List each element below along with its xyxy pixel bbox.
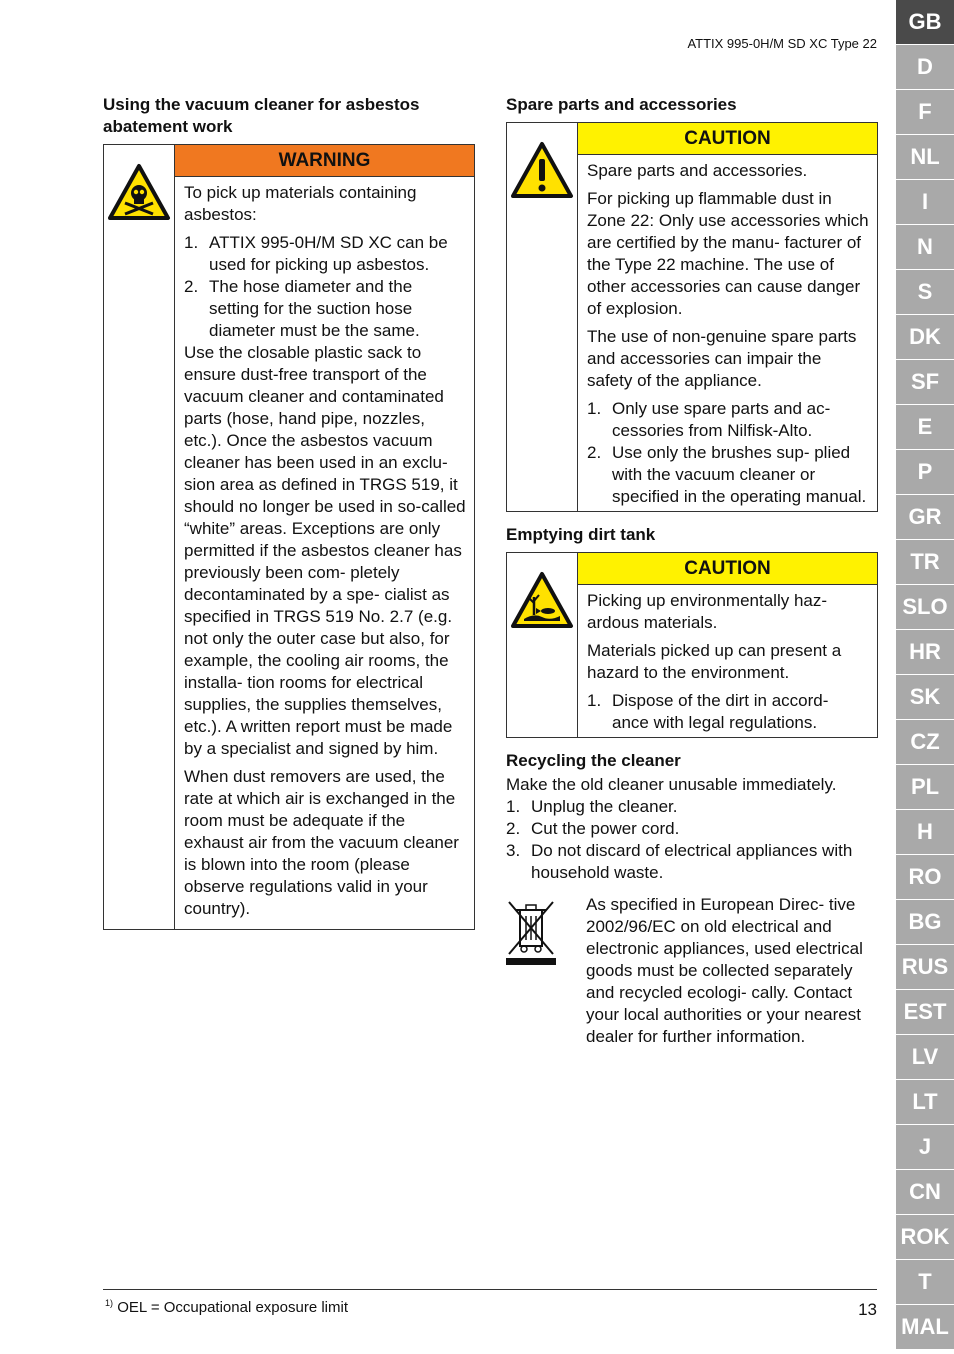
- language-tab-dk[interactable]: DK: [896, 315, 954, 359]
- list-item: 1. ATTIX 995-0H/M SD XC can be used for picking up asbestos.: [184, 233, 448, 274]
- list-item: 3. Do not discard of electrical appliances with household waste.: [506, 841, 853, 882]
- spare-paragraph-2: For picking up flammable dust in Zone 22: Only use accessories which are certified by the manu- facturer of the Type 22 machine. The use of other accessories can cause danger of explosion.: [587, 189, 869, 318]
- caution-icon-cell: [507, 123, 578, 511]
- language-tab-bg[interactable]: BG: [896, 900, 954, 944]
- emptying-paragraph-1: Picking up environmentally haz- ardous materials.: [587, 591, 828, 632]
- spare-caution-box: [506, 122, 878, 512]
- asbestos-heading: Using the vacuum cleaner for asbestos abatement work: [103, 95, 420, 136]
- language-tab-rok[interactable]: ROK: [896, 1215, 954, 1259]
- language-tab-t[interactable]: T: [896, 1260, 954, 1304]
- language-tab-nl[interactable]: NL: [896, 135, 954, 179]
- list-item: 2. Cut the power cord.: [506, 819, 680, 838]
- language-tab-i[interactable]: I: [896, 180, 954, 224]
- language-tab-d[interactable]: D: [896, 45, 954, 89]
- language-tab-lv[interactable]: LV: [896, 1035, 954, 1079]
- footer-divider: [103, 1289, 877, 1290]
- caution-label: CAUTION: [578, 123, 877, 155]
- language-tab-j[interactable]: J: [896, 1125, 954, 1169]
- language-tab-tr[interactable]: TR: [896, 540, 954, 584]
- spare-paragraph-3: The use of non-genuine spare parts and accessories can impair the safety of the appliance.: [587, 327, 857, 390]
- language-tab-slo[interactable]: SLO: [896, 585, 954, 629]
- language-tab-e[interactable]: E: [896, 405, 954, 449]
- spare-paragraph-1: Spare parts and accessories.: [587, 161, 808, 180]
- warning-icon-cell: [104, 145, 175, 929]
- recycling-intro: Make the old cleaner unusable immediately.: [506, 775, 837, 794]
- list-item: 2. The hose diameter and the setting for the suction hose diameter must be the same.: [184, 277, 420, 340]
- crossed-bin-icon: [506, 896, 556, 966]
- language-tab-mal[interactable]: MAL: [896, 1305, 954, 1349]
- language-tab-n[interactable]: N: [896, 225, 954, 269]
- recycling-note: As specified in European Direc- tive 2002/96/EC on old electrical and electronic appliances, used electrical goods must be collected separately and recycled ecologi- cally. Contact your local authorities or your nearest dealer for further information.: [586, 895, 863, 1046]
- warning-paragraph-1: Use the closable plastic sack to ensure dust-free transport of the vacuum cleaner and contaminated parts (hose, hand pipe, nozzles, etc.). Once the asbestos vacuum cleaner has been used in an exclu- sion area as defined in TRGS 519, it should no longer be used in so-called “white” areas. Exceptions are only permitted if the asbestos cleaner has previously been com- pletely decontaminated by a spe- cialist as specified in TRGS 519 No. 2.7 (e.g. not only the outer case but also, for example, the cooling air rooms, the installa- tion rooms for electrical supplies, the supplies themselves, etc.). A written report must be made by a specialist and signed by him.: [184, 343, 466, 758]
- warning-intro: To pick up materials containing asbestos:: [184, 183, 417, 224]
- caution-label: CAUTION: [578, 553, 877, 585]
- right-column: [506, 94, 878, 1048]
- recycling-list: [506, 796, 878, 884]
- footnote: $^{1)}$ OEL = Occupational exposure limit: [105, 1298, 348, 1316]
- language-tab-cz[interactable]: CZ: [896, 720, 954, 764]
- language-tab-f[interactable]: F: [896, 90, 954, 134]
- warning-list: [184, 232, 466, 342]
- left-column: [103, 94, 475, 942]
- list-item: 2. Use only the brushes sup- plied with the vacuum cleaner or specified in the operating manual.: [587, 443, 867, 506]
- language-tab-ro[interactable]: RO: [896, 855, 954, 899]
- warning-box: [103, 144, 475, 930]
- spare-list: [587, 398, 869, 508]
- environment-hazard-icon: [510, 571, 574, 629]
- warning-paragraph-2: When dust removers are used, the rate at which air is exchanged in the room must be adequate if the exhaust air from the vacuum cleaner is blown into the room (please observe regulations valid in your country).: [184, 767, 459, 918]
- list-item: 1. Dispose of the dirt in accord- ance with legal regulations.: [587, 691, 829, 732]
- language-tab-s[interactable]: S: [896, 270, 954, 314]
- language-tab-est[interactable]: EST: [896, 990, 954, 1034]
- language-tab-lt[interactable]: LT: [896, 1080, 954, 1124]
- language-tab-cn[interactable]: CN: [896, 1170, 954, 1214]
- language-tab-gb[interactable]: GB: [896, 0, 954, 44]
- list-item: 1. Only use spare parts and ac- cessories from Nilfisk-Alto.: [587, 399, 831, 440]
- language-tab-gr[interactable]: GR: [896, 495, 954, 539]
- page-number: 13: [858, 1300, 877, 1319]
- header-model: ATTIX 995-0H/M SD XC Type 22: [687, 36, 877, 51]
- language-tab-h[interactable]: H: [896, 810, 954, 854]
- language-tab-sf[interactable]: SF: [896, 360, 954, 404]
- toxic-skull-icon: [107, 163, 171, 221]
- list-item: 1. Unplug the cleaner.: [506, 797, 678, 816]
- spare-parts-heading: Spare parts and accessories: [506, 95, 737, 114]
- language-tab-hr[interactable]: HR: [896, 630, 954, 674]
- emptying-heading: Emptying dirt tank: [506, 525, 656, 544]
- language-tab-pl[interactable]: PL: [896, 765, 954, 809]
- environment-icon-cell: [507, 553, 578, 737]
- emptying-paragraph-2: Materials picked up can present a hazard to the environment.: [587, 641, 842, 682]
- recycling-heading: Recycling the cleaner: [506, 751, 681, 770]
- warning-label: WARNING: [175, 145, 474, 177]
- language-tab-p[interactable]: P: [896, 450, 954, 494]
- emptying-list: [587, 690, 869, 734]
- language-tabs: [896, 0, 954, 1350]
- exclamation-triangle-icon: [510, 141, 574, 199]
- language-tab-sk[interactable]: SK: [896, 675, 954, 719]
- emptying-caution-box: [506, 552, 878, 738]
- language-tab-rus[interactable]: RUS: [896, 945, 954, 989]
